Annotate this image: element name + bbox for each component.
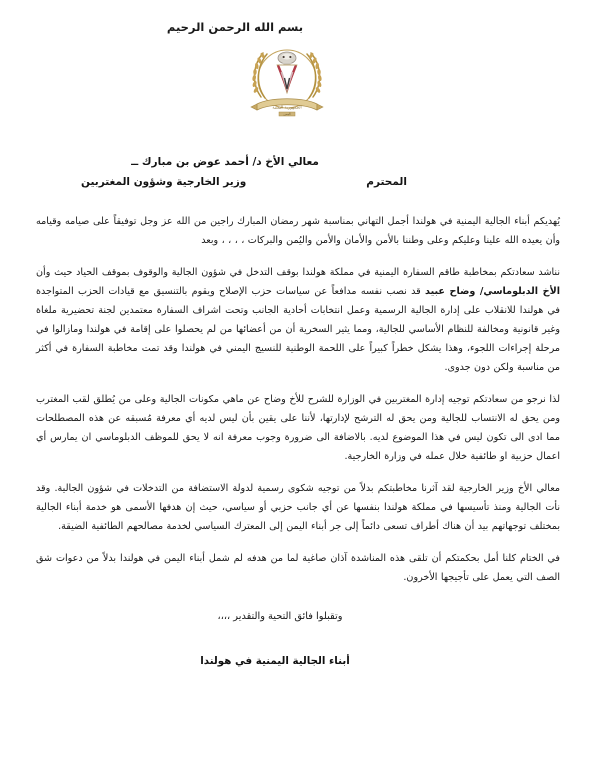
basmala-row <box>26 0 574 35</box>
paragraph-conclusion <box>36 550 560 588</box>
addressee-title: وزير الخارجية وشؤون المغتربين <box>81 175 247 188</box>
basmala-text: بسم الله الرحمن الرحيم <box>166 20 304 34</box>
closing-row <box>26 604 574 623</box>
emblem-row <box>26 41 574 127</box>
closing-salutation: وتقبلوا فائق التحية والتقدير ،،،، <box>217 610 343 622</box>
yemen-state-emblem-icon <box>241 41 333 125</box>
paragraph-run: يُهديكم أبناء الجالية اليمنية في هولندا أجمل التهاني بمناسبة شهر رمضان المبارك راجين من الله عز وجل توفيقاً على صيامه وقيامه وأن يعيده الله علينا وعليكم وعلى وطننا بالأمن والأمان والأمن واليُمن والبركات ، ، ، ، وبعد <box>36 215 560 246</box>
addressee-honorific: المحترم <box>366 175 407 188</box>
paragraph-run: لذا نرجو من سعادتكم توجيه إدارة المغتربين في الوزارة للشرح للأخ وضاح عن ماهي مكونات الجالية وعلى من يُطلق لقب المغترب ومن يحق له الانتساب للجالية ومن يحق له الترشح لإدارتها، لأننا على يقين بأن ليس لديه أي معرفة مُسبقه عن هذه المصطلحات مما ادى الى تكون ليس في هذا الموضوع لديه. بالاضافة الى ضرورة وجوب معرفة انه لا يحق للموظف الدبلوماسي ان يمارس أي اعمال حزبية او طائفية خلال عمله في وزارة الخارجية. <box>36 393 560 462</box>
paragraph-run: معالي الأخ وزير الخارجية لقد آثرنا مخاطبتكم بدلاً من توجيه شكوى رسمية لدولة الاستضافة من التدخلات في شؤون الجالية. وقد نأت الجالية ومنذ تأسيسها في مملكة هولندا بنفسها عن أي جانب حزبي أو سياسي، حيث إن هدفها الأسمى هو خدمة أبناء الجالية بمختلف توجهاتهم بيد أن هناك أطراف تسعى دائماً إلى جر أبناء اليمن إلى المعترك السياسي لخدمة مصالحهم الطائفية الضيقة. <box>36 482 560 532</box>
paragraph-minister-note <box>36 480 560 537</box>
paragraph-greeting <box>36 213 560 251</box>
svg-text:الجمهورية اليمنية: الجمهورية اليمنية <box>272 104 302 110</box>
signature-row <box>26 649 574 668</box>
paragraph-appeal <box>36 264 560 378</box>
paragraph-request <box>36 391 560 467</box>
addressee-title-row <box>36 173 574 193</box>
addressee-name: معالي الأخ د/ أحمد عوض بن مبارك ــ <box>131 156 319 168</box>
svg-text:اليمن: اليمن <box>283 112 291 117</box>
addressee-block <box>26 153 574 193</box>
paragraph-run: قد نصب نفسه مدافعاً عن سياسات حزب الإصلاح ويقوم بالتنسيق مع قيادات الحزب المتواجدة في هولندا للانقلاب على إدارة الجالية الرسمية وعمل انتخابات أحادية الجانب وتحت اشراف السفارة معتمدين لجنة تحضيرية ملغاة وغير قانونية ومخالفة للنظام الأساسي للجالية، ومما يثير السخرية أن من أعضائها من لم يحصلوا على إقامة في هولندا ومازالوا في مرحلة إجراءات اللجوء، وهذا يشكل خطراً كبيراً على اللحمة الوطنية للنسيج اليمني في هولندا وقد تمت مخاطبة السفارة في أكثر من مناسبة ولكن دون جدوى. <box>36 285 560 373</box>
paragraph-run: نناشد سعادتكم بمخاطبة طاقم السفارة اليمنية في مملكة هولندا بوقف التدخل في شؤون الجالية والوقوف بموقف الحياد حيث وأن <box>36 266 560 278</box>
page-bottom-margin <box>26 668 574 758</box>
paragraph-run-emphasis: الأخ الدبلوماسي/ وضاح عبيد <box>425 285 560 297</box>
paragraph-run: في الختام كلنا أمل بحكمتكم أن تلقى هذه المناشدة آذان صاغية لما من هدفه لم شمل أبناء اليمن في هولندا بدلاً من دعوات شق الصف التي يعمل على تأجيجها الأخرون. <box>36 552 560 583</box>
signature-text: أبناء الجالية اليمنية في هولندا <box>200 654 350 667</box>
letter-body <box>26 213 574 588</box>
